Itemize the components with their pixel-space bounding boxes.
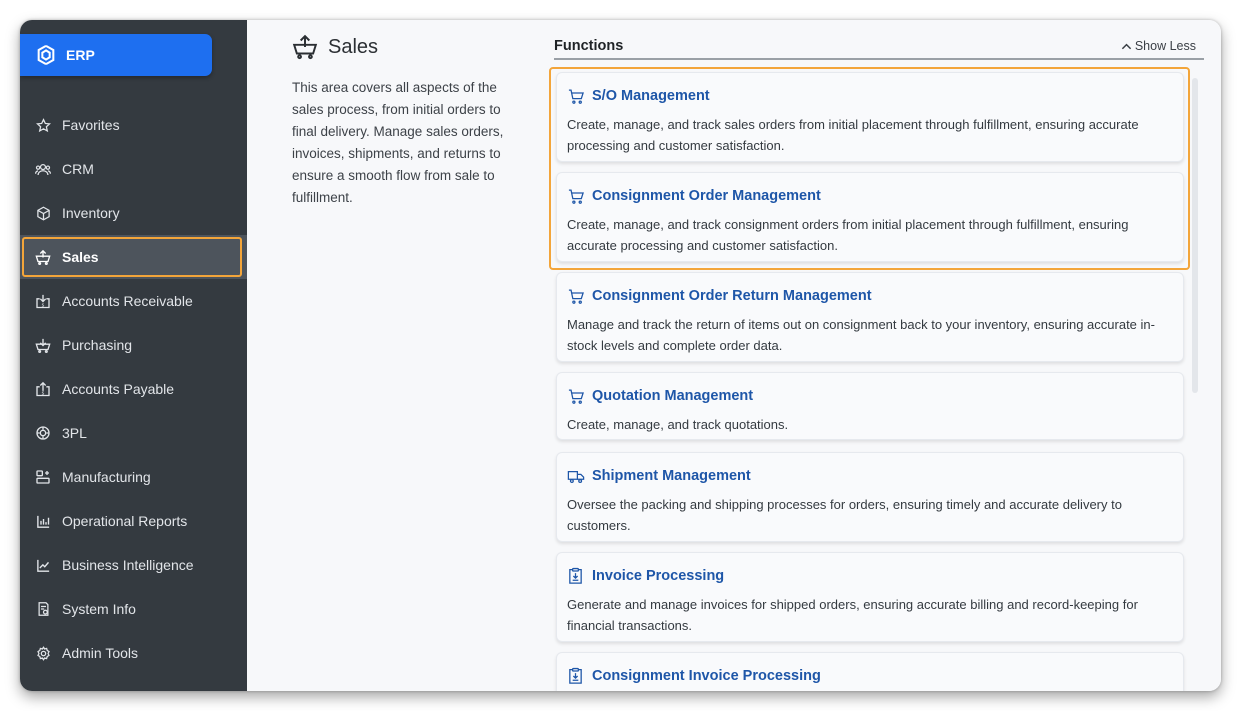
card-description: Create, manage, and track consignment orders from initial placement through fulfillment, ensuring accurate processing and customer satisfaction. — [567, 217, 1129, 253]
main-content — [247, 20, 1221, 691]
3pl-icon — [35, 425, 51, 441]
app-window — [20, 20, 1221, 691]
chevron-up-icon — [1121, 41, 1132, 52]
card-title — [567, 287, 1173, 305]
manufacturing-icon — [35, 469, 51, 485]
erp-logo-icon — [35, 44, 57, 66]
card-title — [567, 667, 1173, 685]
sidebar-item-label: Operational Reports — [62, 513, 188, 529]
gear-icon — [35, 645, 51, 661]
sidebar-item-manufacturing[interactable] — [20, 455, 247, 499]
function-card-quotation-management[interactable] — [556, 372, 1184, 440]
sidebar-item-purchasing[interactable] — [20, 323, 247, 367]
card-title-text: S/O Management — [592, 88, 710, 104]
svg-text:$: $ — [41, 303, 45, 308]
cart-icon — [567, 387, 585, 405]
sales-cart-icon — [35, 249, 51, 265]
sidebar-item-label: Accounts Receivable — [62, 293, 193, 309]
system-info-icon — [35, 601, 51, 617]
functions-title: Functions — [554, 38, 624, 54]
card-title-text: Consignment Order Management — [592, 188, 821, 204]
function-card-invoice-processing[interactable] — [556, 552, 1184, 642]
sidebar-item-label: Manufacturing — [62, 469, 151, 485]
show-less-button[interactable] — [1121, 39, 1196, 53]
sidebar-nav — [20, 103, 247, 675]
card-title — [567, 187, 1173, 205]
functions-header — [554, 38, 1204, 60]
svg-text:$: $ — [41, 391, 45, 396]
sidebar-item-label: Purchasing — [62, 337, 133, 353]
scrollbar-thumb[interactable] — [1192, 78, 1198, 393]
sidebar-item-favorites[interactable] — [20, 103, 247, 147]
sidebar-item-operational-reports[interactable] — [20, 499, 247, 543]
show-less-label: Show Less — [1134, 39, 1196, 53]
sales-cart-icon — [292, 34, 318, 60]
sidebar-item-label: 3PL — [62, 425, 87, 441]
sidebar — [20, 20, 247, 691]
payable-icon — [35, 381, 51, 397]
card-description: Manage and track the return of items out on consignment back to your inventory, ensuring accurate in-stock levels and complete order data. — [567, 317, 1155, 353]
page-title — [292, 34, 378, 60]
card-title — [567, 467, 1173, 485]
cart-icon — [567, 287, 585, 305]
sidebar-item-label: System Info — [62, 601, 136, 617]
card-title-text: Consignment Order Return Management — [592, 288, 872, 304]
sidebar-item-label: CRM — [62, 161, 94, 177]
card-title — [567, 87, 1173, 105]
sidebar-item-accounts-payable[interactable] — [20, 367, 247, 411]
star-icon — [35, 117, 51, 133]
sidebar-item-system-info[interactable] — [20, 587, 247, 631]
bar-chart-icon — [35, 513, 51, 529]
cart-icon — [567, 87, 585, 105]
card-description: Oversee the packing and shipping processes for orders, ensuring timely and accurate delivery to customers. — [567, 497, 1122, 533]
card-title-text: Consignment Invoice Processing — [592, 668, 821, 684]
cart-icon — [567, 187, 585, 205]
card-title-text: Shipment Management — [592, 468, 751, 484]
erp-home-button[interactable] — [20, 34, 212, 76]
card-title-text: Invoice Processing — [592, 568, 725, 584]
function-card-consignment-order-management[interactable] — [556, 172, 1184, 262]
function-card-consignment-order-return-management[interactable] — [556, 272, 1184, 362]
sidebar-item-label: Admin Tools — [62, 645, 139, 661]
sidebar-item-label: Favorites — [62, 117, 120, 133]
sidebar-item-crm[interactable] — [20, 147, 247, 191]
sidebar-item-sales[interactable] — [20, 235, 247, 279]
function-card-consignment-invoice-processing[interactable] — [556, 652, 1184, 691]
box-icon — [35, 205, 51, 221]
sidebar-item-label: Business Intelligence — [62, 557, 194, 573]
function-card-shipment-management[interactable] — [556, 452, 1184, 542]
card-title — [567, 387, 1173, 405]
card-description: Create, manage, and track quotations. — [567, 417, 789, 432]
receivable-icon — [35, 293, 51, 309]
invoice-icon — [567, 567, 585, 585]
sidebar-item-inventory[interactable] — [20, 191, 247, 235]
truck-icon — [567, 467, 585, 485]
users-icon — [35, 161, 51, 177]
card-title-text: Quotation Management — [592, 388, 754, 404]
sidebar-item-business-intelligence[interactable] — [20, 543, 247, 587]
invoice-icon — [567, 667, 585, 685]
sidebar-item-accounts-receivable[interactable] — [20, 279, 247, 323]
card-description: Generate and manage invoices for shipped orders, ensuring accurate billing and record-keeping for financial transactions. — [567, 597, 1138, 633]
function-card-so-management[interactable] — [556, 72, 1184, 162]
sidebar-item-admin-tools[interactable] — [20, 631, 247, 675]
sidebar-item-label: Accounts Payable — [62, 381, 175, 397]
section-description: This area covers all aspects of the sales process, from initial orders to final delivery. Manage sales orders, invoices, shipments, and returns to ensure a smooth flow from sale to fulfillment. — [292, 80, 504, 205]
sidebar-item-label: Inventory — [62, 205, 120, 221]
sidebar-item-label: Sales — [62, 249, 99, 265]
line-chart-icon — [35, 557, 51, 573]
sidebar-item-3pl[interactable] — [20, 411, 247, 455]
page-title-text: Sales — [328, 35, 379, 58]
brand-label: ERP — [66, 47, 95, 63]
purchasing-icon — [35, 337, 51, 353]
card-description: Create, manage, and track sales orders from initial placement through fulfillment, ensuring accurate processing and customer satisfaction. — [567, 117, 1139, 153]
card-title — [567, 567, 1173, 585]
